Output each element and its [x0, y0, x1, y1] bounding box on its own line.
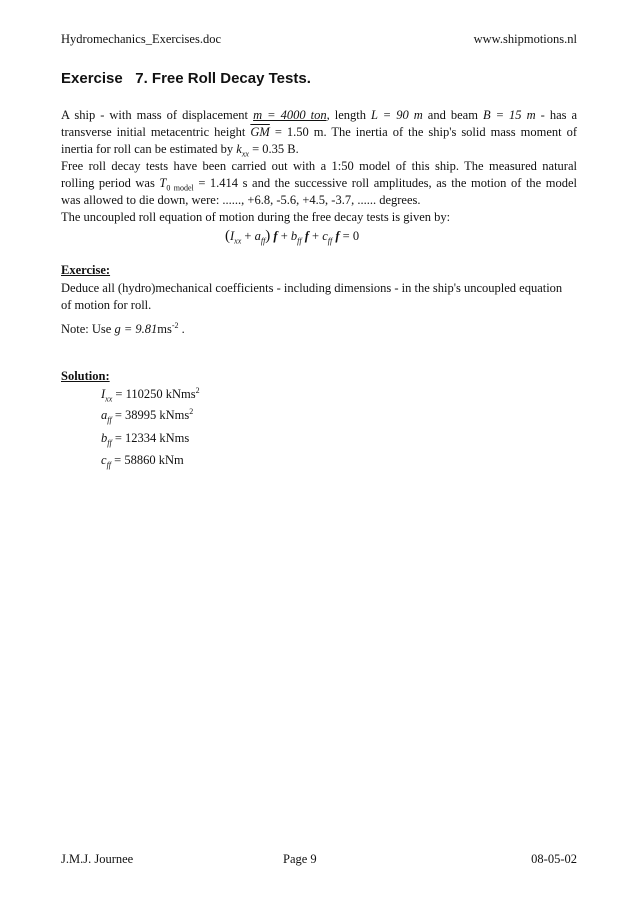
gravity-value: g = 9.81 — [114, 322, 158, 336]
footer-page-number: Page 9 — [283, 852, 317, 866]
tests-line-3: was allowed to die down, were: ......, +6.8, -5.6, +4.5, -3.7, ...... degrees. — [61, 193, 421, 207]
period-symbol: T — [159, 176, 167, 190]
beam-value: B = 15 m — [482, 108, 536, 122]
gm-symbol: $\overline{GM}$ — [250, 125, 270, 139]
roll-equation: $(I_{xx} + a_{ff}) f + b_{ff}$ $f + c_{ff}$ f = 0 — [225, 228, 360, 246]
kxx-value: = 0.35 B — [252, 142, 296, 156]
intro-line-1: A ship - with mass of displacement m = 4000 ton, length L = 90 m and beam B = 15 m - has a — [61, 108, 578, 122]
exercise-title: Exercise 7. Free Roll Decay Tests. — [61, 70, 311, 87]
intro-paragraph — [61, 107, 577, 158]
solution-row: $a_{ff} = 38995$ kNms$^2$ — [101, 406, 194, 425]
tests-paragraph — [61, 158, 577, 226]
header-filename: Hydromechanics_Exercises.doc — [61, 32, 222, 46]
tests-line-2: rolling period was $T_{0 model} = 1.414$ s and the successive roll amplitudes, as the motion of the model — [61, 176, 578, 193]
period-value: = 1.414 s — [198, 176, 248, 190]
solution-row: $b_{ff} = 12334$ kNms — [101, 431, 190, 448]
footer-date: 08-05-02 — [531, 852, 577, 866]
note-line: Note: Use $g = 9.81ms^{-2}$ . — [61, 320, 185, 336]
tests-line-1: Free roll decay tests have been carried out with a 1:50 model of this ship. The measured natural — [61, 159, 577, 173]
tests-line-4: The uncoupled roll equation of motion during the free decay tests is given by: — [61, 210, 451, 224]
intro-line-2: transverse initial metacentric height $\overline{GM} = 1.50$ m. The inertia of the ship's solid mass moment of — [61, 125, 577, 139]
length-value: L = 90 m — [371, 108, 423, 122]
solution-row: $c_{ff} = 58860$ kNm — [101, 453, 184, 470]
roll-angle: f — [335, 229, 340, 243]
roll-acceleration: f — [273, 229, 278, 243]
page-footer — [61, 852, 577, 870]
header-website: www.shipmotions.nl — [473, 32, 577, 46]
mass-value: m = 4000 ton — [253, 108, 327, 122]
exercise-text: Deduce all (hydro)mechanical coefficients - including dimensions - in the ship's uncoupled equation of motion for roll. — [61, 281, 563, 312]
exercise-heading: Exercise: — [61, 263, 111, 277]
gm-value: = 1.50 m — [274, 125, 324, 139]
page-header — [61, 32, 577, 50]
solution-heading: Solution: — [61, 369, 110, 383]
intro-line-3: inertia for roll can be estimated by $k_{xx} = 0.35$ B. — [61, 142, 299, 159]
kxx-symbol: k — [236, 142, 242, 156]
footer-author: J.M.J. Journee — [61, 852, 134, 866]
roll-velocity: f — [304, 229, 309, 243]
solution-row: $I_{xx} = 110250$ kNms$^2$ — [101, 385, 200, 404]
